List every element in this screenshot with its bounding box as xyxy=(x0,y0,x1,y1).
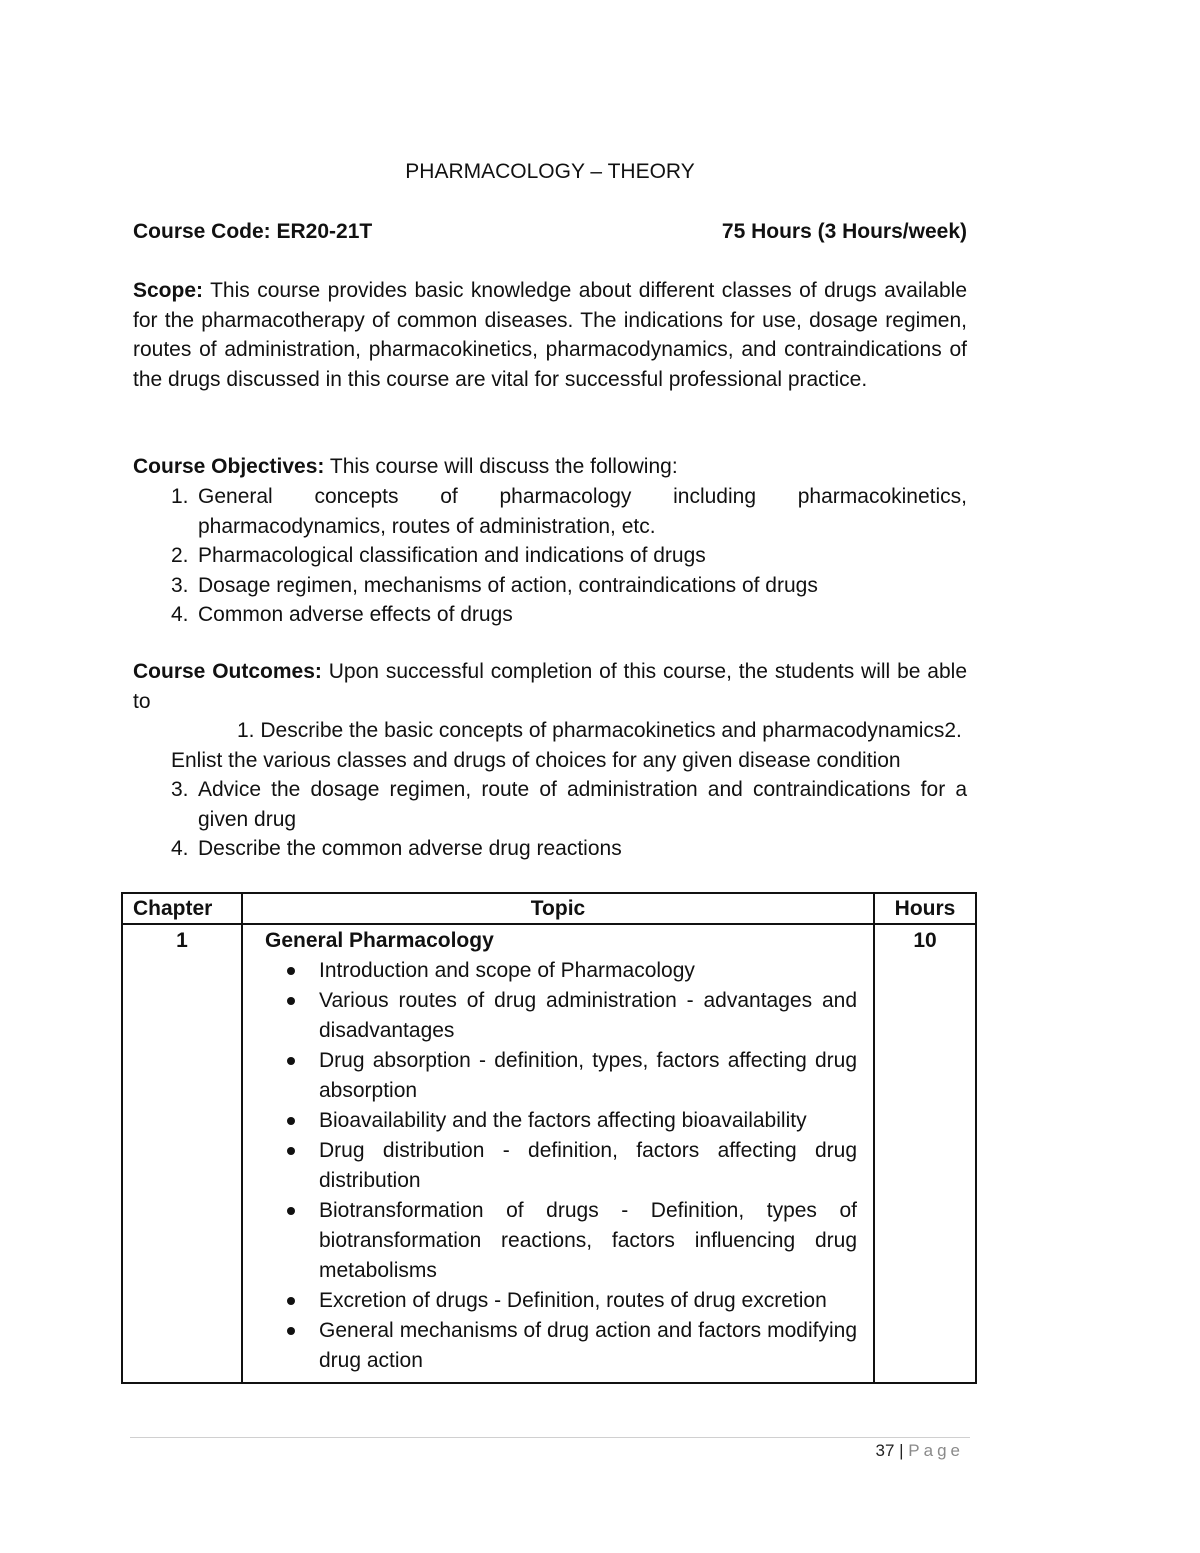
chapter-number: 1 xyxy=(122,924,242,1383)
objectives-list xyxy=(171,482,967,630)
bullet-icon xyxy=(287,1297,295,1305)
list-item xyxy=(265,1046,857,1106)
page-word: Page xyxy=(908,1441,964,1460)
bullet-icon xyxy=(287,1117,295,1125)
table-header-row xyxy=(122,893,976,924)
topic-cell xyxy=(242,924,874,1383)
list-item xyxy=(265,986,857,1046)
syllabus-table xyxy=(121,892,977,1384)
topic-title: General Pharmacology xyxy=(265,929,494,952)
objective-number: 2. xyxy=(171,544,189,567)
bullet-icon xyxy=(287,1327,295,1335)
bullet-icon xyxy=(287,997,295,1005)
list-item xyxy=(265,956,857,986)
list-item xyxy=(265,1106,857,1136)
page-number: 37 xyxy=(875,1441,895,1460)
objective-text: Common adverse effects of drugs xyxy=(198,603,513,626)
outcome-number: 3. xyxy=(171,778,189,801)
header-hours: Hours xyxy=(874,893,976,924)
bullet-text: Bioavailability and the factors affecting bioavailability xyxy=(319,1109,807,1132)
course-hours: 75 Hours (3 Hours/week) xyxy=(721,220,967,243)
table-row xyxy=(122,924,976,1383)
objective-item xyxy=(171,541,967,571)
footer-separator: | xyxy=(894,1441,909,1460)
bullet-text: Excretion of drugs - Definition, routes of drug excretion xyxy=(319,1289,827,1312)
bullet-text: Various routes of drug administration - advantages and disadvantages xyxy=(319,989,857,1042)
objective-text: General concepts of pharmacology including pharmacokinetics, pharmacodynamics, routes of administration, etc. xyxy=(198,485,967,538)
bullet-icon xyxy=(287,1147,295,1155)
objective-number: 1. xyxy=(171,485,189,508)
list-item xyxy=(265,1136,857,1196)
bullet-text: Introduction and scope of Pharmacology xyxy=(319,959,695,982)
scope-label: Scope: xyxy=(133,279,204,302)
objectives-label: Course Objectives: xyxy=(133,455,325,478)
bullet-text: Drug distribution - definition, factors affecting drug distribution xyxy=(319,1139,857,1192)
outcomes-label: Course Outcomes: xyxy=(133,660,322,683)
objectives-text: This course will discuss the following: xyxy=(324,455,678,478)
outcomes-intro xyxy=(133,657,967,716)
outcome-line: 1. Describe the basic concepts of pharmacokinetics and pharmacodynamics2. xyxy=(237,719,962,742)
bullet-text: Drug absorption - definition, types, factors affecting drug absorption xyxy=(319,1049,857,1102)
outcomes-list xyxy=(171,716,967,864)
objectives-intro xyxy=(133,452,967,482)
objective-text: Pharmacological classification and indications of drugs xyxy=(198,544,706,567)
objective-number: 3. xyxy=(171,573,189,597)
objective-item xyxy=(171,571,967,601)
bullet-icon xyxy=(287,967,295,975)
chapter-hours: 10 xyxy=(874,924,976,1383)
page-footer xyxy=(876,1441,965,1461)
page-title: PHARMACOLOGY – THEORY xyxy=(405,160,695,183)
footer-divider xyxy=(130,1437,970,1438)
outcomes-text: Upon successful completion of this course, the students will be able to xyxy=(133,660,967,713)
objective-item xyxy=(171,600,967,630)
scope-paragraph xyxy=(133,276,967,394)
header-chapter: Chapter xyxy=(122,893,242,924)
course-code: Course Code: ER20-21T xyxy=(133,220,373,243)
outcome-text: Advice the dosage regimen, route of administration and contraindications for a given drug xyxy=(198,778,967,831)
bullet-text: General mechanisms of drug action and factors modifying drug action xyxy=(319,1319,857,1372)
bullet-text: Biotransformation of drugs - Definition, types of biotransformation reactions, factors influencing drug metabolisms xyxy=(319,1199,857,1282)
list-item xyxy=(265,1196,857,1286)
outcome-text: Describe the common adverse drug reactions xyxy=(198,837,622,860)
bullet-icon xyxy=(287,1207,295,1215)
objective-item xyxy=(171,482,967,541)
outcome-line: Enlist the various classes and drugs of choices for any given disease condition xyxy=(171,748,901,772)
topic-bullets xyxy=(265,956,857,1376)
outcome-item xyxy=(171,775,967,834)
scope-text: This course provides basic knowledge about different classes of drugs available for the pharmacotherapy of common diseases. The indications for use, dosage regimen, routes of administration, pharmacokinetics, pharmacodynamics, and contraindications of the drugs discussed in this course are vital for successful professional practice. xyxy=(133,279,967,391)
header-topic: Topic xyxy=(242,893,874,924)
bullet-icon xyxy=(287,1057,295,1065)
outcome-item xyxy=(171,834,967,864)
course-code-row xyxy=(133,220,967,244)
objective-number: 4. xyxy=(171,603,189,626)
objective-text: Dosage regimen, mechanisms of action, contraindications of drugs xyxy=(198,573,818,597)
list-item xyxy=(265,1286,857,1316)
list-item xyxy=(265,1316,857,1376)
outcome-number: 4. xyxy=(171,837,189,860)
